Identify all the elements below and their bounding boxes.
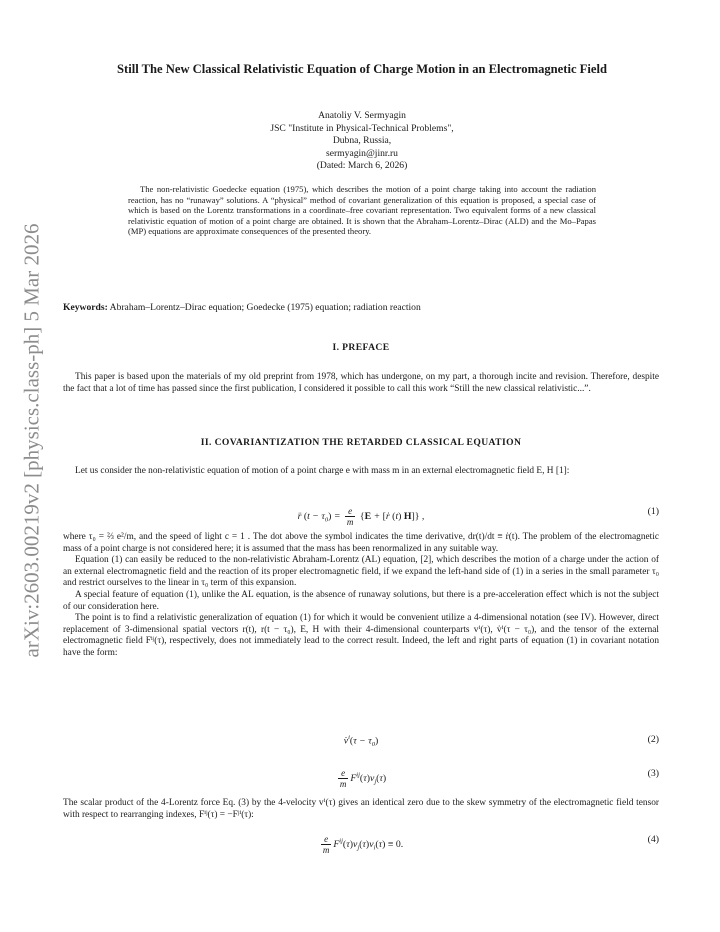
arxiv-stamp [20,190,44,690]
equation-2-number: (2) [647,734,659,745]
equation-1-formula: r̈ $(t - \tau_0)$ = $\frac{e}{m}$ {E + [ṙ (t) H]} , [297,506,425,527]
equation-3 [63,764,659,789]
paragraph-runaway: A special feature of equation (1), unlike the AL equation, is the absence of runaway solutions, but there is a pre-acceleration effect which is not the subject of our consideration here. [63,589,659,612]
author-name: Anatoliy V. Sermyagin [318,110,406,121]
keywords-text: Abraham–Lorentz–Dirac equation; Goedecke (1975) equation; radiation reaction [109,302,421,313]
equation-2-formula: v̇$^i$(τ − $\tau_0$) [343,734,379,749]
equation-4-formula: $\frac{e}{m}$ $F^{ij}(\tau)v_j(\tau)v_i(\tau) \equiv 0$. [322,834,404,855]
arxiv-stamp-text: arXiv:2603.00219v2 [physics.class-ph] 5 Mar 2026 [19,223,44,657]
equation-3-formula: $\frac{e}{m}$ $F^{ij}(\tau)v_j(\tau)$ [339,768,387,789]
paragraph-al-equation: Equation (1) can easily be reduced to the non-relativistic Abraham-Lorentz (AL) equation, [2], which describes the motion of a charge under the action of an external electromagnetic field and the reaction of its proper electromagnetic field, if we expand the left-hand side of (1) in a series in the small parameter τ₀ and restrict ourselves to the linear in τ₀ term of this expansion. [63,555,659,589]
equation-3-number: (3) [647,768,659,779]
keywords [63,302,663,314]
equation-1 [63,502,659,527]
section-heading-preface: I. PREFACE [332,342,390,353]
scalar-product-paragraph [63,798,659,821]
eq1-explanation [63,532,659,660]
section-heading-covariantization: II. COVARIANTIZATION THE RETARDED CLASSICAL EQUATION [200,437,522,448]
author-email[interactable]: sermyagin@jinr.ru [326,147,398,159]
intro-paragraph [63,466,659,478]
paper-title: Still The New Classical Relativistic Equation of Charge Motion in an Electromagnetic Field [117,62,607,76]
keywords-label: Keywords: [63,302,108,313]
equation-1-number: (1) [647,506,659,517]
preface-text: This paper is based upon the materials of my old preprint from 1978, which has undergone, on my part, a thorough incite and revision. Therefore, despite the fact that a lot of time has passed since the first publication, I considered it possible to call this work “Still the new classical relativistic...”. [63,372,659,394]
preface-paragraph [63,372,659,395]
paragraph-relativistic: The point is to find a relativistic generalization of equation (1) for which it would be convenient utilize a 4-dimensional notation (see IV). However, direct replacement of 3-dimensional spatial vectors r(t), r(t − τ₀), E, H with their 4-dimensional counterparts vⁱ(τ), v̇ⁱ(τ − τ₀), and the tensor of the external electromagnetic field Fⁱʲ(τ), respectively, does not immediately lead to the correct result. Indeed, the left and right parts of equation (1) in covariant notation have the form: [63,613,659,658]
equation-4 [63,830,659,855]
intro-text: Let us consider the non-relativistic equation of motion of a point charge e with mass m in an external electromagnetic field E, H [1]: [75,466,570,476]
author-city: Dubna, Russia, [332,135,392,147]
paper-date: (Dated: March 6, 2026) [316,160,408,172]
abstract: The non-relativistic Goedecke equation (1975), which describes the motion of a point charge taking into account the radiation reaction, has no “runaway” solutions. A “physical” method of covariant generalization of this equation is proposed, a special case of which is based on the Lorentz transformations in a coordinate–free covariant representation. Two equivalent forms of a new classical relativistic equation of motion of a point charge are obtained. It is shown that the Abraham–Lorentz–Dirac (ALD) and the Mo–Papas (MP) equations are approximate consequences of the presented theory. [128,184,596,237]
author-block [160,110,564,173]
equation-2 [63,730,659,752]
author-affiliation: JSC "Institute in Physical-Technical Problems", [270,122,454,134]
equation-4-number: (4) [647,834,659,845]
eq1-explanation-text: where τ₀ = ⅔ e²/m, and the speed of light c = 1 . The dot above the symbol indicates the time derivative, dr(t)/dt ≡ ṙ(t). The problem of the electromagnetic mass of a point charge is not considered here; it is assumed that the mass has been renormalized in any suitable way. [63,532,659,554]
scalar-product-text: The scalar product of the 4-Lorentz force Eq. (3) by the 4-velocity vⁱ(τ) gives an identical zero due to the skew symmetry of the electromagnetic field tensor with respect to rearranging indexes, Fⁱʲ(τ) = −Fʲⁱ(τ): [63,798,659,820]
